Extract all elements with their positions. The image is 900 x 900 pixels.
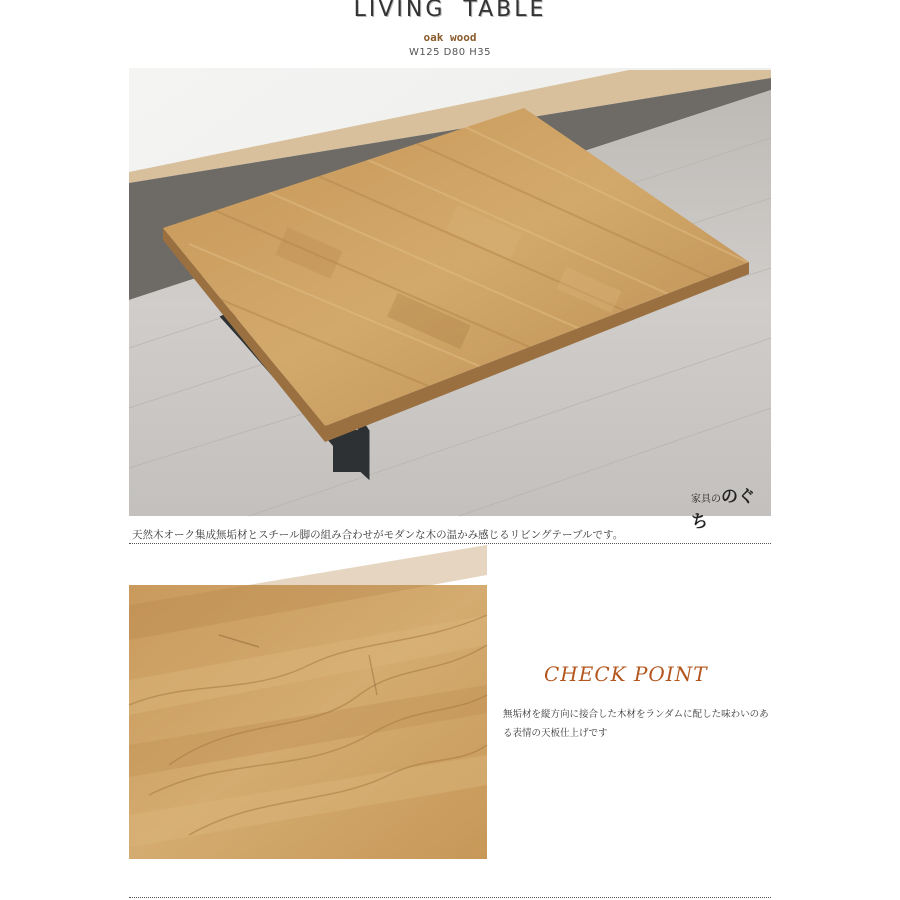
page-title: LIVING TABLE <box>353 0 547 22</box>
table-illustration <box>129 68 771 516</box>
check-point-text: 無垢材を縦方向に接合した木材をランダムに配した味わいのある表情の天板仕上げです <box>503 709 769 739</box>
check-point-title: CHECK POINT <box>544 662 708 686</box>
divider-bottom <box>129 897 771 898</box>
wood-detail-photo <box>129 585 487 859</box>
dimensions-text: W125 D80 H35 <box>408 47 491 58</box>
material-subtitle: oak wood <box>423 31 477 44</box>
product-description: 天然木オーク集成無垢材とスチール脚の組み合わせがモダンな木の温かみ感じるリビングテーブルです。 <box>132 529 624 541</box>
logo-small-text: 家具の <box>691 494 721 505</box>
brand-logo <box>691 482 771 532</box>
wood-grain-illustration <box>129 585 487 859</box>
divider-top <box>129 543 771 544</box>
logo-big-text: のぐち <box>691 487 755 532</box>
hero-photo <box>129 68 771 532</box>
